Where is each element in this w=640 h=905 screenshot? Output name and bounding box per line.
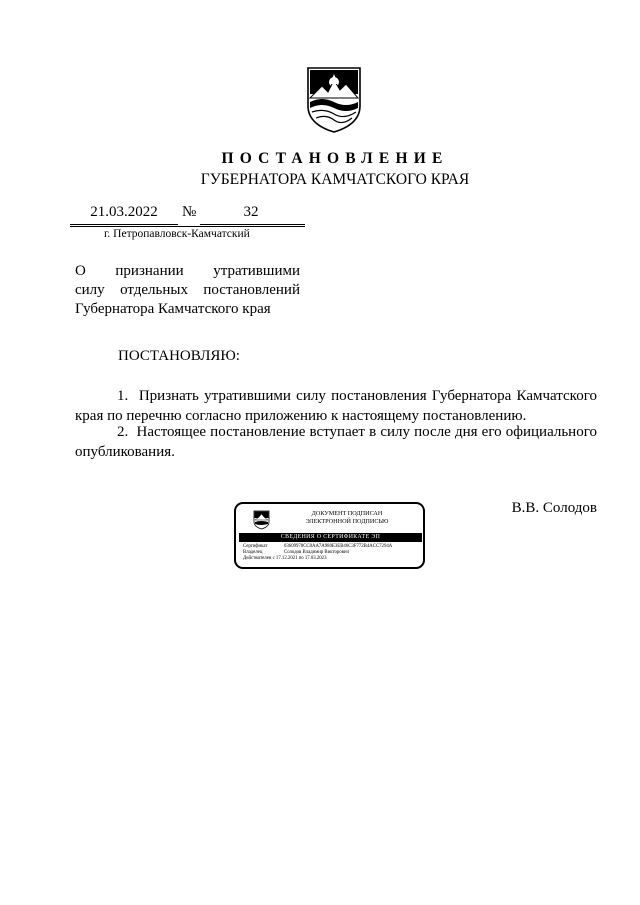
document-number: 32 <box>243 204 259 220</box>
certificate-label: Сертификат <box>243 544 268 549</box>
date-underline <box>70 224 178 225</box>
document-issuer: ГУБЕРНАТОРА КАМЧАТСКОГО КРАЯ <box>200 171 470 188</box>
decree-item <box>75 422 597 462</box>
header-divider <box>70 226 305 227</box>
document-date: 21.03.2022 <box>90 204 158 220</box>
decree-item <box>75 386 597 426</box>
owner-label: Владелец <box>243 550 263 555</box>
certificate-value: 03609978CC0AA7A980E3EB46C3F772B4ACC7294A <box>284 544 393 549</box>
stamp-coat-of-arms-icon <box>253 510 270 530</box>
decree-word: ПОСТАНОВЛЯЮ: <box>118 348 240 364</box>
number-underline <box>200 224 305 225</box>
number-sign: № <box>182 204 197 220</box>
subject-line: О признании утратившими <box>75 263 300 279</box>
stamp-heading: ЭЛЕКТРОННОЙ ПОДПИСЬЮ <box>305 518 389 525</box>
certificate-validity: Действителен с 17.12.2021 по 17.03.2023 <box>243 556 327 561</box>
subject-line: Губернатора Камчатского края <box>75 301 271 317</box>
document-title: ПОСТАНОВЛЕНИЕ <box>221 150 449 167</box>
subject-line: силу отдельных постановлений <box>75 282 300 298</box>
kamchatka-coat-of-arms-icon <box>304 62 364 134</box>
electronic-signature-stamp <box>234 502 425 569</box>
decree-item-first-line: 2. Настоящее постановление вступает в силу после дня его официального <box>117 424 597 440</box>
owner-value: Солодов Владимир Викторович <box>284 550 349 555</box>
stamp-heading: ДОКУМЕНТ ПОДПИСАН <box>311 510 383 517</box>
decree-item-rest: опубликования. <box>75 444 175 460</box>
stamp-info-bar-label: СВЕДЕНИЯ О СЕРТИФИКАТЕ ЭП <box>280 534 381 540</box>
document-subject <box>75 262 300 319</box>
document-city: г. Петропавловск-Камчатский <box>104 228 250 240</box>
decree-item-rest: края по перечню согласно приложению к настоящему постановлению. <box>75 408 527 424</box>
decree-item-first-line: 1. Признать утратившими силу постановления Губернатора Камчатского <box>117 388 597 404</box>
signer-name: В.В. Солодов <box>511 500 597 516</box>
